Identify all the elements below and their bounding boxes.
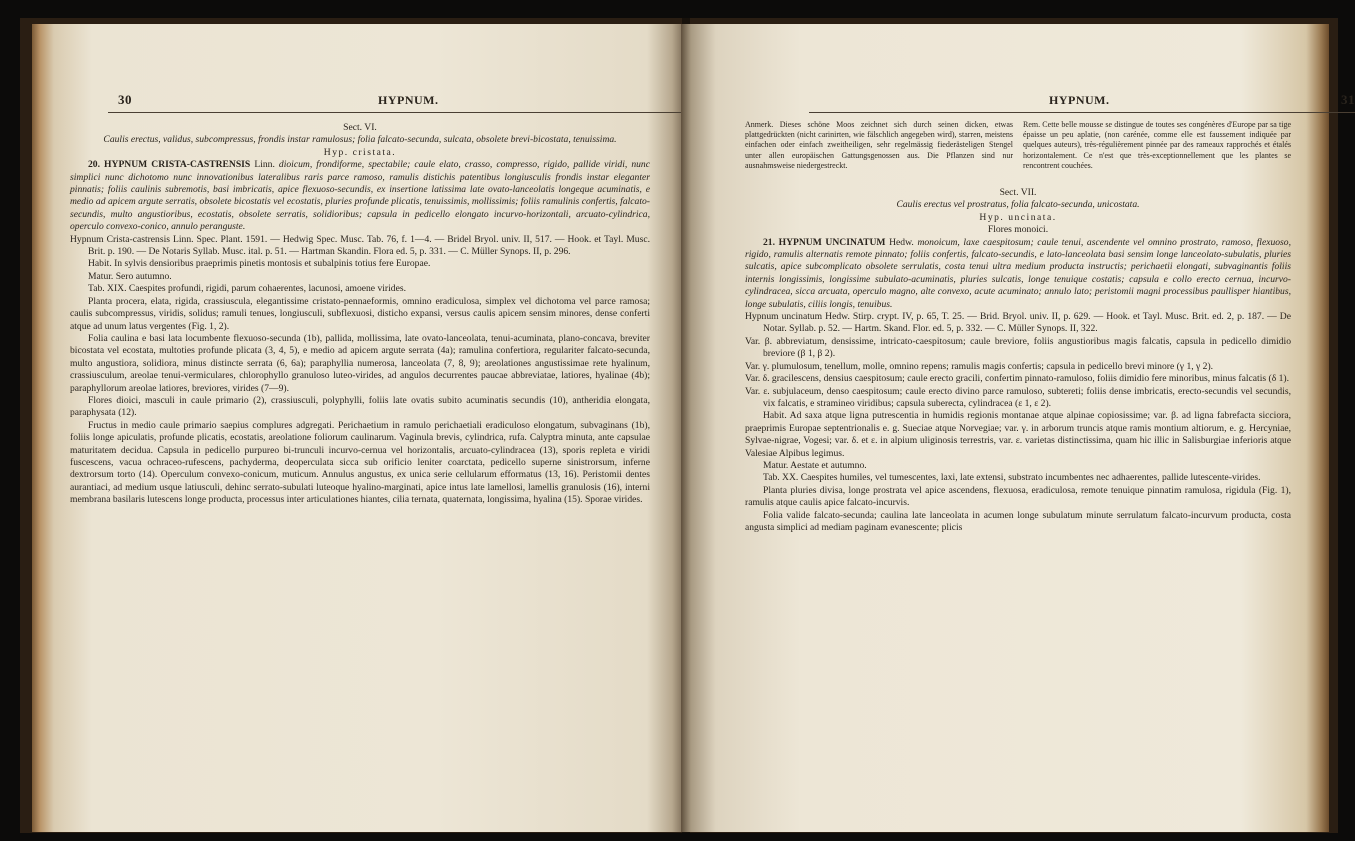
planta-paragraph: Planta pluries divisa, longe prostrata vel apice ascendens, flexuosa, eradiculosa, remote tenuique pinnatim ramulosa, rigidula (Fig. 1), ramulis atque caulis apice falcato-incurvis.	[745, 484, 1291, 509]
variety-delta: Var. δ. gracilescens, densius caespitosum; caule erecto gracili, confertim pinnato-ramuloso, foliis dimidio fere minoribus, minus falcatis (δ 1).	[745, 373, 1290, 385]
species-diagnosis: dioicum, frondiforme, spectabile; caule elato, crasso, compresso, rigido, pallide viridi, nunc simplici nunc dichotomo nunc innovationibus lateralibus raris parce ramoso, ramulis distichis patentibus longiusculis frondis instar eleganter pinnatis; foliis caulinis subremotis, basi imbricatis, apice flexuoso-secundis, ex insertione latissima late ovato-lanceolatis longeque acuminatis, e medio ad apicem argute serratis, obsolete bicostatis vel ecostatis, pluries profunde plicatis, tenuissimis, mollissimis; foliis ramulinis confertis, falcato-secundis, multo angustioribus, ecostatis, obsolete serratis, solidioribus; capsula in pedicello elongato incurvo-horizontali, arcuato-cylindrica, operculo convexo-conico, annulo peranguste.	[70, 159, 650, 233]
species-heading: 20. HYPNUM CRISTA-CASTRENSIS	[88, 159, 251, 171]
group-heading: Hyp. uncinata.	[979, 211, 1057, 223]
right-running-head	[809, 92, 1355, 108]
habitat: Habit. In sylvis densioribus praeprimis pinetis montosis et subalpinis totius fere Europae.	[88, 258, 431, 270]
section-heading: Sect. VI.	[343, 122, 377, 133]
right-page-number: 31	[1341, 92, 1355, 107]
book-spread	[20, 18, 1355, 833]
flores-paragraph: Flores dioici, masculi in caule primario (2), crassiusculi, polyphylli, foliis late ovatis subito acuminatis secundis (10), antheridia elongata, paraphysata (12).	[70, 394, 650, 419]
fructus-paragraph: Fructus in medio caule primario saepius complures adgregati. Perichaetium in ramulo perichaetiali eradiculoso elongatum, subvaginans (1b), foliis longe apiculatis, profunde plicatis, ecostatis, areolatione foliorum caulinarum. Vaginula brevis, cylindrica, rufa. Calyptra minuta, ante capsulae maturitatem decidua. Capsula in pedicello purpureo bi-trunculi incurvo-cernua vel horizontalis, arcuato-cylindracea (13), sporis repleta e viridi fuscescens, vacua ochraceo-rufescens, pachyderma, deoperculata sicca sub orificio leniter coarctata, pedicello superne sinistrorsum, inferne dextrorsum torto (14). Operculum convexo-conicum, muticum. Annulus angustus, ex unica serie cellularum efformatus (13, 16). Peristomii dentes aurantiaci, ad medium usque latiusculi, dehinc serrato-subulati luteoque hyalino-marginati, apice intus late lamellosi, lamellis granulosis (16), interni membrana basilaris lutescens longe producta, processus inter articulationes hiantes, cilia ternata, quaternata, longissima, hyalina (15). Sporae virides.	[70, 419, 650, 506]
variety-beta: Var. β. abbreviatum, densissime, intricato-caespitosum; caule breviore, foliis angustioribus magis falcatis, capsula in pedicello dimidio breviore (β 1, β 2).	[745, 335, 1291, 360]
maturity: Matur. Sero autumno.	[88, 270, 172, 282]
species-author: Linn.	[254, 159, 275, 171]
section-heading: Sect. VII.	[999, 187, 1037, 199]
maturity: Matur. Aestate et autumno.	[763, 459, 867, 471]
left-header-rule	[108, 112, 688, 113]
note-columns	[745, 120, 1291, 171]
planta-paragraph: Planta procera, elata, rigida, crassiuscula, elegantissime cristato-pennaeformis, omnino eradiculosa, simplex vel dichotoma vel parce ramosa; caulis subcompressus, viridis, solidus; ramuli tenues, longiusculi, subflexuosi, disticho expansi, versus caulis apicem sensim minores, dense conferti atque ad unum latus vergentes (Fig. 1, 2).	[70, 295, 650, 332]
folia-paragraph: Folia valide falcato-secunda; caulina late lanceolata in acumen longe subulatum minute serrulatum falcato-incurvum producta, costa angusta simplici ad mediam paginam evanescente; plicis	[745, 509, 1291, 533]
species-author: Hedw.	[889, 236, 914, 248]
right-header-rule	[809, 112, 1355, 113]
note-german: Anmerk. Dieses schöne Moos zeichnet sich durch seinen dicken, etwas plattgedrückten (nicht carinirten, wie fälschlich angegeben wird), starren, meistens einfachen oder einfach zweitheiligen, sehr regelmässig fiederästeligen Stengel unter allen europäischen Gattungsgenossen aus. Die Pflanzen sind nur ausnahmsweise niedergestreckt.	[745, 120, 1013, 170]
left-running-head	[108, 92, 688, 108]
habitat: Habit. Ad saxa atque ligna putrescentia in humidis regionis montanae atque alpinae copiosissime; var. β. ad ligna fabrefacta sicciora, praeprimis Europae septentrionalis e. g. Sueciae atque Norvegiae; var. γ. in arborum truncis atque ramis montium altiorum, e. g. Hercyniae, Sylvae-nigrae, Vogesi; var. δ. et ε. in alpium uliginosis terrestris, var. ε. varietas distinctissima, quam hic illic in Salisburgiae inferioris atque Valesiae Alpibus legimus.	[745, 410, 1291, 459]
left-page-number: 30	[118, 92, 132, 107]
tab-description: Tab. XIX. Caespites profundi, rigidi, parum cohaerentes, lacunosi, amoene virides.	[88, 283, 406, 295]
section-diagnosis: Caulis erectus vel prostratus, folia falcato-secunda, unicostata.	[896, 199, 1140, 211]
note-french: Rem. Cette belle mousse se distingue de toutes ses congénères d'Europe par sa tige épaisse un peu aplatie, (non carénée, comme elle est faussement indiquée par quelques auteurs), très-régulièrement pinnée par des rameaux rapprochés et étalés horizontalement. Ce n'est que très-exceptionnellement que les plantes se rencontrent couchées.	[1023, 120, 1291, 170]
synonyms: Hypnum Crista-castrensis Linn. Spec. Plant. 1591. — Hedwig Spec. Musc. Tab. 76, f. 1—4. — Bridel Bryol. univ. II, 517. — Hook. et Tayl. Musc. Brit. p. 190. — De Notaris Syllab. Musc. ital. p. 51. — Hartman Skandin. Flora ed. 5, p. 331. — C. Müller Synops. II, p. 296.	[70, 233, 650, 258]
right-page	[681, 24, 1355, 832]
right-text-flow	[745, 120, 1291, 534]
tab-description: Tab. XX. Caespites humiles, vel tumescentes, laxi, late extensi, substrato incumbentes nec adhaerentes, pallide lutescente-virides.	[763, 472, 1261, 484]
synonyms: Hypnum uncinatum Hedw. Stirp. crypt. IV, p. 65, T. 25. — Brid. Bryol. univ. II, p. 629. — Hook. et Tayl. Musc. Brit. ed. 2, p. 187. — De Notar. Syllab. p. 52. — Hartm. Skand. Flor. ed. 5, p. 332. — C. Müller Synops. II, 322.	[745, 311, 1291, 335]
right-running-title: HYPNUM.	[1049, 93, 1110, 107]
section-diagnosis: Caulis erectus, validus, subcompressus, frondis instar ramulosus; folia falcato-secunda, sulcata, obsolete brevi-bicostata, tenuissima.	[103, 134, 617, 146]
variety-epsilon: Var. ε. subjulaceum, denso caespitosum; caule erecto divino parce ramuloso, subtereti; foliis dense imbricatis, erecto-secundis vel secundis, vix falcatis, e stramineo viridibus; capsula suberecta, cylindracea (ε 1, ε 2).	[745, 385, 1291, 409]
flores-note: Flores monoici.	[987, 224, 1049, 236]
left-running-title: HYPNUM.	[378, 93, 439, 107]
species-diagnosis: monoicum, laxe caespitosum; caule tenui, ascendente vel omnino prostrato, ramoso, flexuoso, rigido, ramulis alternatis remote pinnato; foliis confertis, falcato-secundis, e lato-lanceolata basi sensim longe lanceolato-subulatis, pluries sulcatis, apice subcomplicato obsolete serrulatis, costa tenui ultra medium producta instructis; perichaetii elongati, subvaginantis foliis internis longissimis, longissime subulato-acuminatis, pluries sulcatis, longe tenuique costatis; capsula e collo erecto cernua, incurvo-cylindracea, sicca arcuata, operculo magno, alte convexo, acute acuminato; annulo lato; peristomii magni processibus paullisper hiantibus, longe subulatis, ciliis longis, tenuibus.	[745, 236, 1291, 310]
species-entry	[745, 237, 1291, 311]
left-text-flow	[70, 120, 650, 507]
left-page	[32, 24, 687, 832]
species-entry	[70, 159, 650, 233]
folia-paragraph: Folia caulina e basi lata locumbente flexuoso-secunda (1b), pallida, mollissima, late ovato-lanceolata, tenui-acuminata, plano-concava, breviter bicostata vel ecostata, multoties profunde plicata (3, 4, 5), e medio ad apicem argute serrata (4a); ramulina confertiora, regulariter falcato-secunda, multo angustiora, solidiora, minus distincte serrata (6, 6a); paraphyllia numerosa, lanceolata (7, 8, 9); areolationes angustissimae rete hyalinum, crassiusculum, areolae tenui-vermiculares, chlorophyllo granuloso luteo-virides, ad angulos decurrentes paucae abbreviatae, latiores, hyalinae (4b); paraphyllorum areolae latiores, breviores, virides (7—9).	[70, 332, 650, 394]
group-heading: Hyp. cristata.	[323, 146, 397, 158]
species-heading: 21. HYPNUM UNCINATUM	[763, 236, 886, 248]
variety-gamma: Var. γ. plumulosum, tenellum, molle, omnino repens; ramulis magis confertis; capsula in pedicello brevi minore (γ 1, γ 2).	[745, 360, 1214, 372]
